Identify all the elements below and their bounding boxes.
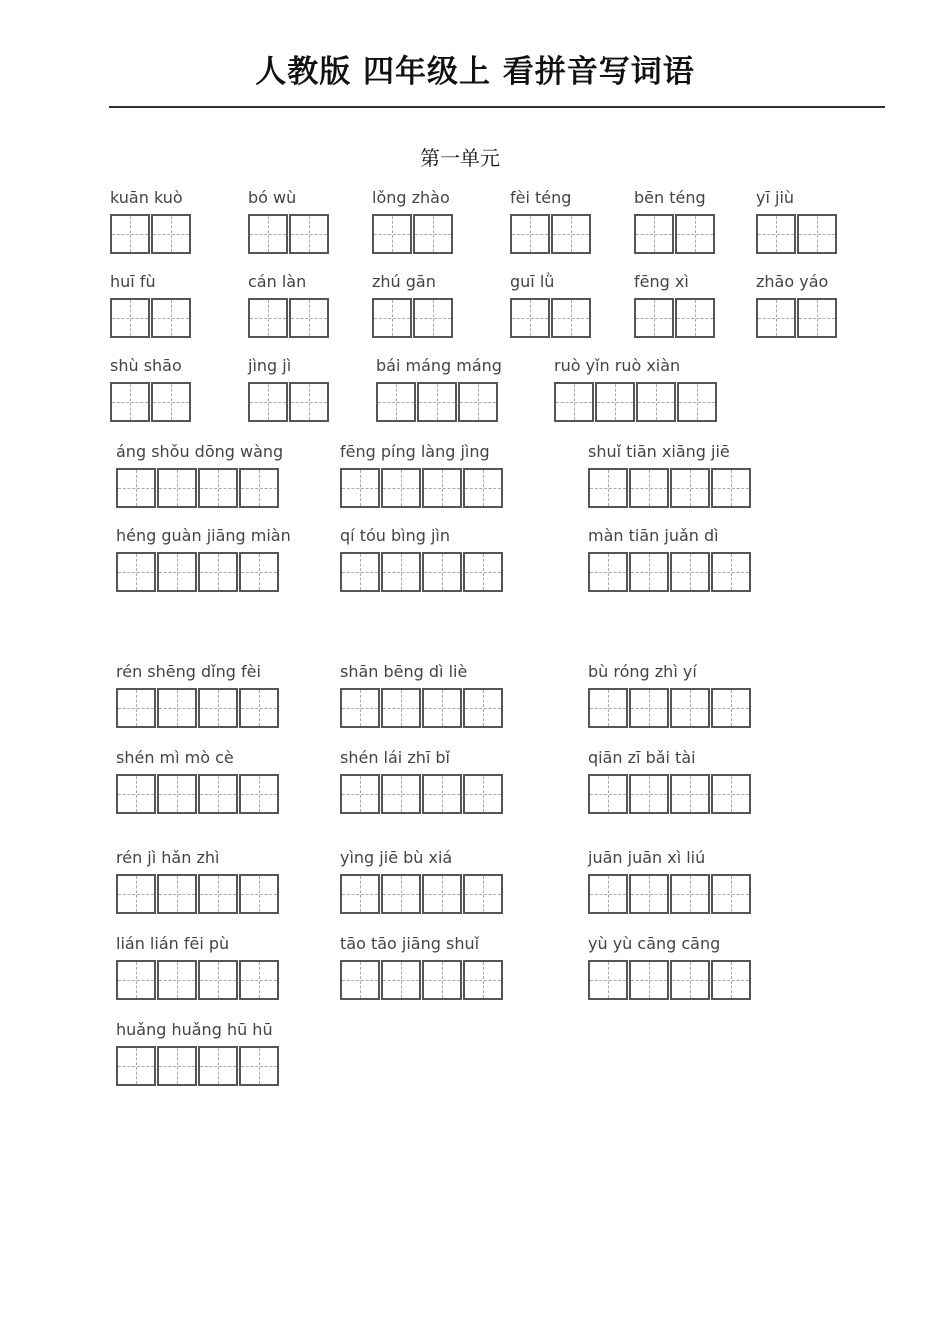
tianzige-grid xyxy=(116,688,280,728)
word-item xyxy=(110,356,192,422)
writing-box[interactable] xyxy=(198,874,238,914)
pinyin-label: huǎng huǎng hū hū xyxy=(116,1020,273,1039)
pinyin-label: shān bēng dì liè xyxy=(340,662,468,681)
writing-box[interactable] xyxy=(340,874,380,914)
pinyin-label: tāo tāo jiāng shuǐ xyxy=(340,934,480,953)
writing-box[interactable] xyxy=(198,960,238,1000)
title-divider xyxy=(109,106,885,108)
writing-box[interactable] xyxy=(634,298,674,338)
tianzige-grid xyxy=(340,552,504,592)
writing-box[interactable] xyxy=(629,874,669,914)
tianzige-grid xyxy=(110,214,192,254)
pinyin-label: lǒng zhào xyxy=(372,188,450,207)
writing-box[interactable] xyxy=(588,774,628,814)
writing-box[interactable] xyxy=(711,960,751,1000)
writing-box[interactable] xyxy=(670,960,710,1000)
word-item xyxy=(372,188,454,254)
tianzige-grid xyxy=(248,214,330,254)
writing-box[interactable] xyxy=(675,214,715,254)
writing-box[interactable] xyxy=(239,960,279,1000)
pinyin-label: áng shǒu dōng wàng xyxy=(116,442,284,461)
writing-box[interactable] xyxy=(110,298,150,338)
writing-box[interactable] xyxy=(151,298,191,338)
pinyin-label: ruò yǐn ruò xiàn xyxy=(554,356,681,375)
tianzige-grid xyxy=(588,960,752,1000)
pinyin-label: bó wù xyxy=(248,188,297,207)
tianzige-grid xyxy=(588,552,752,592)
pinyin-label: yī jiù xyxy=(756,188,795,207)
writing-box[interactable] xyxy=(463,552,503,592)
writing-box[interactable] xyxy=(198,774,238,814)
pinyin-label: fèi téng xyxy=(510,188,572,207)
word-item xyxy=(116,1020,280,1086)
tianzige-grid xyxy=(588,774,752,814)
writing-box[interactable] xyxy=(588,688,628,728)
writing-box[interactable] xyxy=(413,298,453,338)
writing-box[interactable] xyxy=(381,874,421,914)
word-item xyxy=(756,188,838,254)
writing-box[interactable] xyxy=(198,552,238,592)
word-item xyxy=(376,356,502,422)
word-item xyxy=(340,526,504,592)
tianzige-grid xyxy=(248,298,330,338)
writing-box[interactable] xyxy=(116,774,156,814)
tianzige-grid xyxy=(116,874,280,914)
pinyin-label: héng guàn jiāng miàn xyxy=(116,526,291,545)
writing-box[interactable] xyxy=(670,874,710,914)
pinyin-label: kuān kuò xyxy=(110,188,183,207)
writing-box[interactable] xyxy=(711,468,751,508)
word-item xyxy=(116,526,291,592)
writing-box[interactable] xyxy=(554,382,594,422)
tianzige-grid xyxy=(116,468,283,508)
writing-box[interactable] xyxy=(116,688,156,728)
writing-box[interactable] xyxy=(248,298,288,338)
word-item xyxy=(340,662,504,728)
writing-box[interactable] xyxy=(198,688,238,728)
writing-box[interactable] xyxy=(116,552,156,592)
writing-box[interactable] xyxy=(340,468,380,508)
pinyin-label: guī lǜ xyxy=(510,272,555,291)
writing-box[interactable] xyxy=(340,552,380,592)
pinyin-label: qiān zī bǎi tài xyxy=(588,748,696,767)
writing-box[interactable] xyxy=(340,960,380,1000)
writing-box[interactable] xyxy=(381,960,421,1000)
writing-box[interactable] xyxy=(677,382,717,422)
pinyin-label: yìng jiē bù xiá xyxy=(340,848,453,867)
writing-box[interactable] xyxy=(157,552,197,592)
unit-heading: 第一单元 xyxy=(420,146,500,170)
writing-box[interactable] xyxy=(239,552,279,592)
word-item xyxy=(116,848,280,914)
writing-box[interactable] xyxy=(422,552,462,592)
writing-box[interactable] xyxy=(116,874,156,914)
tianzige-grid xyxy=(116,552,291,592)
pinyin-label: lián lián fēi pù xyxy=(116,934,230,953)
writing-box[interactable] xyxy=(157,468,197,508)
pinyin-label: huī fù xyxy=(110,272,156,291)
writing-box[interactable] xyxy=(289,298,329,338)
writing-box[interactable] xyxy=(248,214,288,254)
writing-box[interactable] xyxy=(588,552,628,592)
tianzige-grid xyxy=(588,688,752,728)
writing-box[interactable] xyxy=(413,214,453,254)
tianzige-grid xyxy=(116,960,280,1000)
writing-box[interactable] xyxy=(110,214,150,254)
pinyin-label: jìng jì xyxy=(248,356,292,375)
word-item xyxy=(340,848,504,914)
writing-box[interactable] xyxy=(629,468,669,508)
writing-box[interactable] xyxy=(588,960,628,1000)
pinyin-label: shù shāo xyxy=(110,356,182,375)
writing-box[interactable] xyxy=(629,552,669,592)
writing-box[interactable] xyxy=(510,298,550,338)
word-item xyxy=(510,188,592,254)
word-item xyxy=(634,272,716,338)
writing-box[interactable] xyxy=(595,382,635,422)
tianzige-grid xyxy=(340,688,504,728)
writing-box[interactable] xyxy=(670,688,710,728)
writing-box[interactable] xyxy=(670,468,710,508)
pinyin-label: bù róng zhì yí xyxy=(588,662,697,681)
writing-box[interactable] xyxy=(711,688,751,728)
page-title: 人教版 四年级上 看拼音写词语 xyxy=(255,54,695,90)
writing-box[interactable] xyxy=(422,960,462,1000)
tianzige-grid xyxy=(510,298,592,338)
word-item xyxy=(588,748,752,814)
word-item xyxy=(634,188,716,254)
writing-box[interactable] xyxy=(463,468,503,508)
tianzige-grid xyxy=(756,298,838,338)
tianzige-grid xyxy=(372,298,454,338)
writing-box[interactable] xyxy=(157,960,197,1000)
writing-box[interactable] xyxy=(248,382,288,422)
word-item xyxy=(372,272,454,338)
pinyin-label: zhāo yáo xyxy=(756,272,829,291)
tianzige-grid xyxy=(340,468,504,508)
writing-box[interactable] xyxy=(157,874,197,914)
tianzige-grid xyxy=(588,874,752,914)
word-item xyxy=(116,748,280,814)
writing-box[interactable] xyxy=(711,774,751,814)
writing-box[interactable] xyxy=(289,214,329,254)
writing-box[interactable] xyxy=(239,874,279,914)
tianzige-grid xyxy=(372,214,454,254)
word-item xyxy=(116,934,280,1000)
writing-box[interactable] xyxy=(463,960,503,1000)
word-item xyxy=(116,442,283,508)
tianzige-grid xyxy=(116,1046,280,1086)
word-item xyxy=(588,526,752,592)
pinyin-label: shén lái zhī bǐ xyxy=(340,748,450,767)
word-item xyxy=(510,272,592,338)
word-item xyxy=(588,662,752,728)
writing-box[interactable] xyxy=(458,382,498,422)
writing-box[interactable] xyxy=(372,214,412,254)
word-item xyxy=(588,934,752,1000)
writing-box[interactable] xyxy=(636,382,676,422)
writing-box[interactable] xyxy=(198,468,238,508)
pinyin-label: juān juān xì liú xyxy=(588,848,706,867)
writing-box[interactable] xyxy=(116,1046,156,1086)
writing-box[interactable] xyxy=(110,382,150,422)
writing-box[interactable] xyxy=(239,688,279,728)
writing-box[interactable] xyxy=(422,468,462,508)
pinyin-label: fēng xì xyxy=(634,272,689,291)
tianzige-grid xyxy=(110,298,192,338)
writing-box[interactable] xyxy=(239,1046,279,1086)
tianzige-grid xyxy=(634,214,716,254)
writing-box[interactable] xyxy=(422,774,462,814)
writing-box[interactable] xyxy=(157,688,197,728)
word-item xyxy=(110,272,192,338)
writing-box[interactable] xyxy=(463,874,503,914)
word-item xyxy=(248,272,330,338)
tianzige-grid xyxy=(554,382,718,422)
writing-box[interactable] xyxy=(381,468,421,508)
pinyin-label: shén mì mò cè xyxy=(116,748,234,767)
word-item xyxy=(116,662,280,728)
writing-box[interactable] xyxy=(463,688,503,728)
pinyin-label: bái máng máng xyxy=(376,356,502,375)
word-item xyxy=(110,188,192,254)
writing-box[interactable] xyxy=(381,688,421,728)
pinyin-label: màn tiān juǎn dì xyxy=(588,526,719,545)
writing-box[interactable] xyxy=(551,298,591,338)
writing-box[interactable] xyxy=(372,298,412,338)
writing-box[interactable] xyxy=(756,298,796,338)
pinyin-label: fēng píng làng jìng xyxy=(340,442,490,461)
writing-box[interactable] xyxy=(116,468,156,508)
pinyin-label: zhú gān xyxy=(372,272,436,291)
writing-box[interactable] xyxy=(629,960,669,1000)
word-item xyxy=(756,272,838,338)
writing-box[interactable] xyxy=(116,960,156,1000)
writing-box[interactable] xyxy=(340,774,380,814)
writing-box[interactable] xyxy=(675,298,715,338)
writing-box[interactable] xyxy=(551,214,591,254)
writing-box[interactable] xyxy=(629,688,669,728)
writing-box[interactable] xyxy=(711,552,751,592)
tianzige-grid xyxy=(340,874,504,914)
writing-box[interactable] xyxy=(670,774,710,814)
writing-box[interactable] xyxy=(340,688,380,728)
writing-box[interactable] xyxy=(198,1046,238,1086)
tianzige-grid xyxy=(634,298,716,338)
word-item xyxy=(340,934,504,1000)
writing-box[interactable] xyxy=(629,774,669,814)
pinyin-label: rén shēng dǐng fèi xyxy=(116,662,261,681)
pinyin-label: shuǐ tiān xiāng jiē xyxy=(588,442,730,461)
writing-box[interactable] xyxy=(151,382,191,422)
writing-box[interactable] xyxy=(239,774,279,814)
word-item xyxy=(340,442,504,508)
pinyin-label: rén jì hǎn zhì xyxy=(116,848,220,867)
pinyin-label: qí tóu bìng jìn xyxy=(340,526,450,545)
writing-box[interactable] xyxy=(797,214,837,254)
writing-box[interactable] xyxy=(417,382,457,422)
pinyin-label: yù yù cāng cāng xyxy=(588,934,721,953)
writing-box[interactable] xyxy=(756,214,796,254)
word-item xyxy=(554,356,718,422)
tianzige-grid xyxy=(340,774,504,814)
pinyin-label: cán làn xyxy=(248,272,307,291)
writing-box[interactable] xyxy=(157,774,197,814)
writing-box[interactable] xyxy=(797,298,837,338)
tianzige-grid xyxy=(376,382,502,422)
writing-box[interactable] xyxy=(422,874,462,914)
writing-box[interactable] xyxy=(422,688,462,728)
writing-box[interactable] xyxy=(588,468,628,508)
writing-box[interactable] xyxy=(381,552,421,592)
writing-box[interactable] xyxy=(157,1046,197,1086)
writing-box[interactable] xyxy=(588,874,628,914)
tianzige-grid xyxy=(110,382,192,422)
tianzige-grid xyxy=(340,960,504,1000)
writing-box[interactable] xyxy=(670,552,710,592)
word-item xyxy=(248,356,330,422)
tianzige-grid xyxy=(588,468,752,508)
writing-box[interactable] xyxy=(151,214,191,254)
word-item xyxy=(588,848,752,914)
tianzige-grid xyxy=(116,774,280,814)
tianzige-grid xyxy=(510,214,592,254)
writing-box[interactable] xyxy=(711,874,751,914)
pinyin-label: bēn téng xyxy=(634,188,706,207)
writing-box[interactable] xyxy=(463,774,503,814)
word-item xyxy=(340,748,504,814)
writing-box[interactable] xyxy=(381,774,421,814)
writing-box[interactable] xyxy=(239,468,279,508)
tianzige-grid xyxy=(248,382,330,422)
word-item xyxy=(588,442,752,508)
tianzige-grid xyxy=(756,214,838,254)
writing-box[interactable] xyxy=(510,214,550,254)
word-item xyxy=(248,188,330,254)
writing-box[interactable] xyxy=(376,382,416,422)
writing-box[interactable] xyxy=(289,382,329,422)
writing-box[interactable] xyxy=(634,214,674,254)
